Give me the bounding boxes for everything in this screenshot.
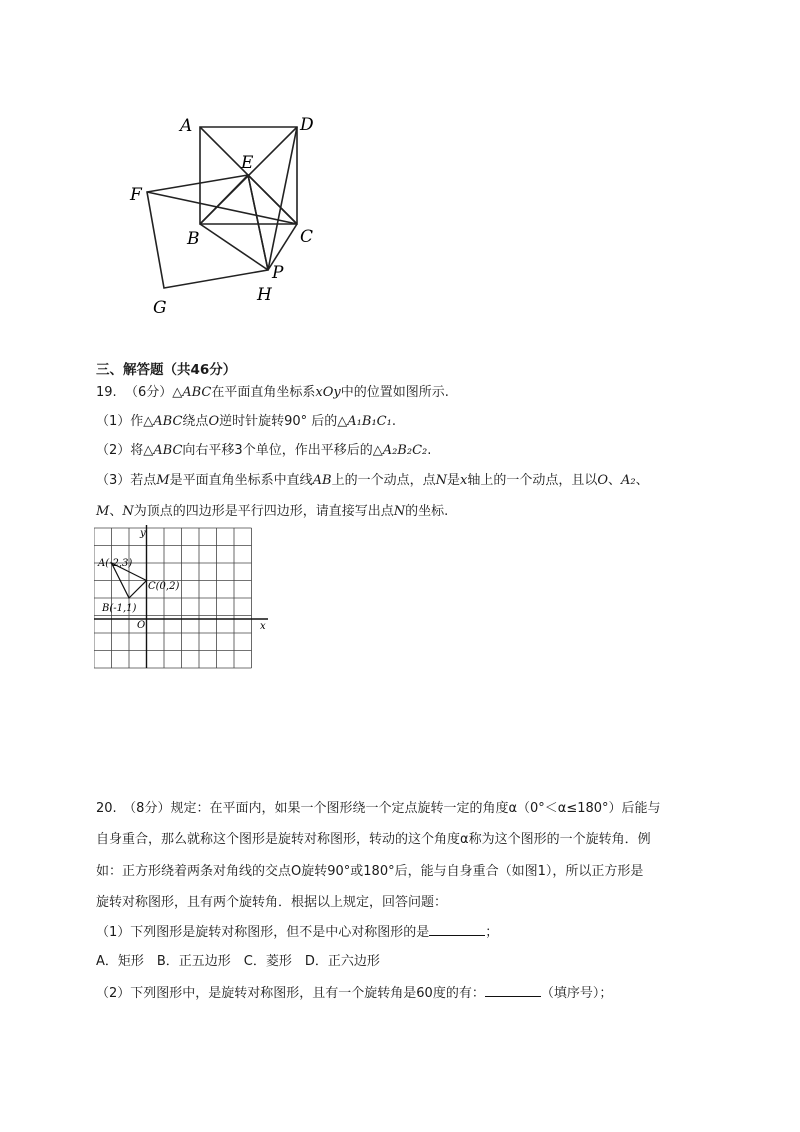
q20-line2: 自身重合，那么就称这个图形是旋转对称图形，转动的这个角度α称为这个图形的一个旋转角．例: [96, 832, 651, 847]
label-G: G: [153, 298, 167, 318]
q20-part2: （2）下列图形中，是旋转对称图形，且有一个旋转角是60度的有： （填序号）；: [96, 986, 613, 1001]
q20-line4: 旋转对称图形，且有两个旋转角．根据以上规定，回答问题：: [96, 895, 448, 910]
label-A: A: [180, 116, 193, 136]
label-D: D: [300, 115, 314, 135]
q20-line1: 20. （8分）规定：在平面内，如果一个图形绕一个定点旋转一定的角度α（0°＜α≤180°）后能与: [96, 801, 661, 816]
q20-options: A．矩形 B．正五边形 C．菱形 D．正六边形: [96, 954, 380, 969]
q20-line3: 如：正方形绕着两条对角线的交点O旋转90°或180°后，能与自身重合（如图1），所以正方形是: [96, 864, 644, 879]
x-axis-label: x: [260, 621, 266, 632]
section-title: 三、解答题（共46分）: [96, 362, 237, 378]
label-C: C: [300, 227, 314, 247]
coordinate-grid-figure: [94, 525, 272, 671]
point-C-label: C(0,2): [148, 581, 180, 592]
geometry-figure: [120, 108, 320, 323]
q19-stem: 19. （6分）△ABC在平面直角坐标系xOy中的位置如图所示.: [96, 385, 449, 400]
q19-part3-line1: （3）若点M是平面直角坐标系中直线AB上的一个动点，点N是x轴上的一个动点，且以O、A₂、: [96, 473, 649, 488]
answer-blank-2[interactable]: [485, 984, 541, 997]
label-B: B: [187, 229, 200, 249]
q19-part1: （1）作△ABC绕点O逆时针旋转90° 后的△A₁B₁C₁.: [96, 414, 396, 429]
q19-part3-line2: M、N为顶点的四边形是平行四边形，请直接写出点N的坐标.: [96, 504, 449, 519]
q20-part1: （1）下列图形是旋转对称图形，但不是中心对称图形的是 ；: [96, 925, 499, 940]
point-B-label: B(-1,1): [102, 603, 137, 614]
label-H: H: [257, 285, 272, 305]
q19-part2: （2）将△ABC向右平移3个单位，作出平移后的△A₂B₂C₂.: [96, 443, 432, 458]
y-axis-label: y: [140, 528, 146, 539]
origin-label: O: [137, 620, 146, 631]
label-E: E: [241, 153, 254, 173]
point-A-label: A(-2,3): [98, 558, 133, 569]
answer-blank-1[interactable]: [429, 923, 485, 936]
label-F: F: [130, 185, 142, 205]
label-P: P: [272, 263, 284, 283]
